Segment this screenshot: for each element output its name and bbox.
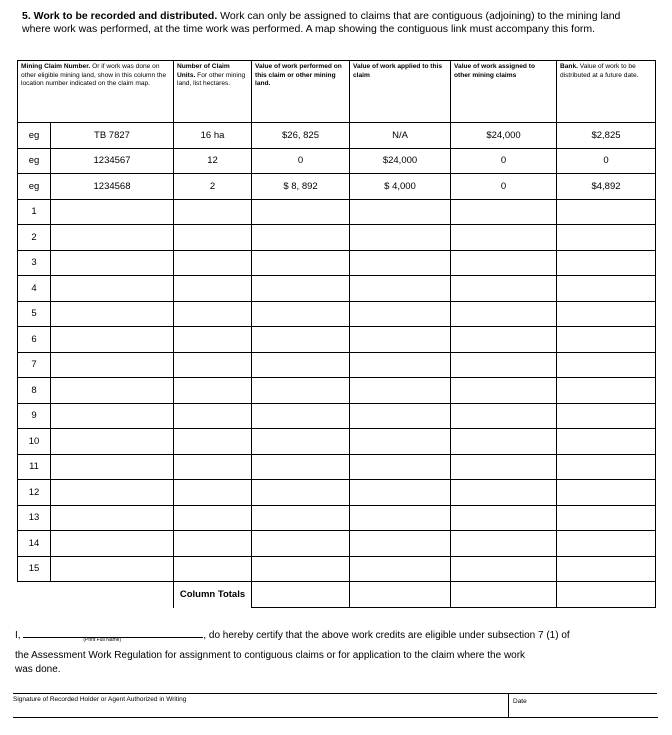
certification-statement: I, (Print Full Name) , do hereby certify that the above work credits are eligible under subsection 7 (1) of the Assessment Work Regulation for assignment to contiguous claims or for application to the claim where the work was done.	[15, 626, 655, 686]
bank-cell[interactable]	[557, 352, 656, 378]
section-title: 5. Work to be recorded and distributed.	[22, 10, 218, 22]
bank-cell[interactable]	[557, 225, 656, 251]
bank-cell[interactable]	[557, 505, 656, 531]
table-header-row	[18, 61, 656, 123]
units-cell[interactable]	[174, 276, 252, 302]
assigned-cell[interactable]	[451, 531, 557, 557]
total-performed-cell[interactable]	[252, 582, 350, 608]
applied-cell[interactable]	[350, 276, 451, 302]
bank-cell[interactable]	[557, 378, 656, 404]
claim-cell[interactable]	[51, 403, 174, 429]
applied-cell: N/A	[350, 123, 451, 149]
claim-cell[interactable]	[51, 276, 174, 302]
table-row	[18, 531, 656, 557]
full-name-field[interactable]	[23, 627, 203, 643]
assigned-cell[interactable]	[451, 327, 557, 353]
applied-cell[interactable]	[350, 556, 451, 582]
table-row	[18, 174, 656, 200]
column-totals-row	[18, 582, 656, 608]
units-cell[interactable]	[174, 301, 252, 327]
assigned-cell[interactable]	[451, 225, 557, 251]
row-label: 14	[18, 531, 51, 557]
performed-cell[interactable]	[252, 556, 350, 582]
table-row	[18, 505, 656, 531]
applied-cell[interactable]	[350, 378, 451, 404]
table-row	[18, 429, 656, 455]
applied-cell: $ 4,000	[350, 174, 451, 200]
claim-cell[interactable]	[51, 301, 174, 327]
total-bank-cell[interactable]	[557, 582, 656, 608]
bank-cell[interactable]	[557, 199, 656, 225]
bank-cell[interactable]	[557, 301, 656, 327]
units-cell[interactable]	[174, 531, 252, 557]
applied-cell[interactable]	[350, 403, 451, 429]
units-cell: 12	[174, 148, 252, 174]
table-row	[18, 123, 656, 149]
row-label: 9	[18, 403, 51, 429]
applied-cell[interactable]	[350, 429, 451, 455]
claim-cell[interactable]	[51, 505, 174, 531]
units-cell[interactable]	[174, 556, 252, 582]
units-cell[interactable]	[174, 429, 252, 455]
performed-cell[interactable]	[252, 454, 350, 480]
applied-cell[interactable]	[350, 352, 451, 378]
units-cell[interactable]	[174, 378, 252, 404]
column-totals-label: Column Totals	[174, 582, 252, 608]
row-label: 8	[18, 378, 51, 404]
claim-cell: 1234567	[51, 148, 174, 174]
claim-cell[interactable]	[51, 531, 174, 557]
assigned-cell: 0	[451, 148, 557, 174]
signature-label: Signature of Recorded Holder or Agent Authorized in Writing	[13, 696, 187, 703]
performed-cell[interactable]	[252, 429, 350, 455]
units-cell[interactable]	[174, 403, 252, 429]
bank-cell: 0	[557, 148, 656, 174]
total-assigned-cell[interactable]	[451, 582, 557, 608]
bank-cell[interactable]	[557, 327, 656, 353]
date-label: Date	[513, 698, 527, 705]
bank-cell: $4,892	[557, 174, 656, 200]
work-distribution-table	[17, 60, 656, 608]
assigned-cell: $24,000	[451, 123, 557, 149]
units-cell[interactable]	[174, 199, 252, 225]
assigned-cell[interactable]	[451, 403, 557, 429]
section-heading	[22, 10, 647, 36]
applied-cell[interactable]	[350, 250, 451, 276]
performed-cell[interactable]	[252, 301, 350, 327]
claim-cell[interactable]	[51, 454, 174, 480]
bank-cell[interactable]	[557, 429, 656, 455]
units-cell[interactable]	[174, 250, 252, 276]
assigned-cell[interactable]	[451, 301, 557, 327]
performed-cell[interactable]	[252, 378, 350, 404]
applied-cell[interactable]	[350, 301, 451, 327]
performed-cell[interactable]	[252, 199, 350, 225]
row-label: 4	[18, 276, 51, 302]
performed-cell[interactable]	[252, 531, 350, 557]
performed-cell[interactable]	[252, 505, 350, 531]
column-header: Bank. Value of work to be distributed at a future date.	[557, 61, 656, 123]
claim-cell[interactable]	[51, 327, 174, 353]
table-row	[18, 403, 656, 429]
performed-cell[interactable]	[252, 225, 350, 251]
row-label: 7	[18, 352, 51, 378]
claim-cell: 1234568	[51, 174, 174, 200]
row-label: 6	[18, 327, 51, 353]
bank-cell[interactable]	[557, 250, 656, 276]
assigned-cell[interactable]	[451, 505, 557, 531]
applied-cell[interactable]	[350, 531, 451, 557]
claim-cell[interactable]	[51, 225, 174, 251]
row-label: 10	[18, 429, 51, 455]
claim-cell[interactable]	[51, 480, 174, 506]
bank-cell[interactable]	[557, 480, 656, 506]
assigned-cell[interactable]	[451, 276, 557, 302]
row-label: 11	[18, 454, 51, 480]
table-row	[18, 276, 656, 302]
applied-cell[interactable]	[350, 225, 451, 251]
column-header: Value of work performed on this claim or other mining land.	[252, 61, 350, 123]
claim-cell[interactable]	[51, 556, 174, 582]
assigned-cell[interactable]	[451, 352, 557, 378]
column-header: Value of work applied to this claim	[350, 61, 451, 123]
claim-cell[interactable]	[51, 352, 174, 378]
row-label: eg	[18, 174, 51, 200]
applied-cell[interactable]	[350, 505, 451, 531]
units-cell: 16 ha	[174, 123, 252, 149]
row-label: 5	[18, 301, 51, 327]
section-description: Work can only be assigned to claims that are contiguous (adjoining) to the mining land where work was performed, at the time work was performed. A map showing the contiguous link must accompany this form.	[22, 10, 621, 35]
table-row	[18, 225, 656, 251]
units-cell[interactable]	[174, 225, 252, 251]
table-row	[18, 556, 656, 582]
claim-cell[interactable]	[51, 250, 174, 276]
row-label: eg	[18, 148, 51, 174]
performed-cell: $ 8, 892	[252, 174, 350, 200]
applied-cell[interactable]	[350, 199, 451, 225]
bank-cell[interactable]	[557, 556, 656, 582]
date-field[interactable]	[508, 693, 658, 718]
units-cell[interactable]	[174, 454, 252, 480]
row-label: 1	[18, 199, 51, 225]
row-label: eg	[18, 123, 51, 149]
bank-cell[interactable]	[557, 454, 656, 480]
column-header: Mining Claim Number. Or if work was done on other eligible mining land, show in this column the location number indicated on the claim map.	[18, 61, 174, 123]
assigned-cell[interactable]	[451, 454, 557, 480]
performed-cell: $26, 825	[252, 123, 350, 149]
column-header: Number of Claim Units. For other mining land, list hectares.	[174, 61, 252, 123]
units-cell[interactable]	[174, 352, 252, 378]
performed-cell: 0	[252, 148, 350, 174]
performed-cell[interactable]	[252, 352, 350, 378]
assigned-cell[interactable]	[451, 480, 557, 506]
assigned-cell[interactable]	[451, 250, 557, 276]
applied-cell[interactable]	[350, 327, 451, 353]
row-label: 3	[18, 250, 51, 276]
claim-cell[interactable]	[51, 199, 174, 225]
row-label: 12	[18, 480, 51, 506]
table-row	[18, 352, 656, 378]
table-row	[18, 148, 656, 174]
table-row	[18, 199, 656, 225]
performed-cell[interactable]	[252, 327, 350, 353]
performed-cell[interactable]	[252, 250, 350, 276]
applied-cell[interactable]	[350, 454, 451, 480]
column-header: Value of work assigned to other mining claims	[451, 61, 557, 123]
table-row	[18, 480, 656, 506]
full-name-caption: (Print Full Name)	[83, 637, 122, 643]
units-cell[interactable]	[174, 505, 252, 531]
bank-cell: $2,825	[557, 123, 656, 149]
bank-cell[interactable]	[557, 403, 656, 429]
bank-cell[interactable]	[557, 276, 656, 302]
assigned-cell: 0	[451, 174, 557, 200]
units-cell[interactable]	[174, 327, 252, 353]
applied-cell: $24,000	[350, 148, 451, 174]
signature-field[interactable]	[13, 717, 508, 718]
table-row	[18, 327, 656, 353]
assigned-cell[interactable]	[451, 199, 557, 225]
bank-cell[interactable]	[557, 531, 656, 557]
row-label: 2	[18, 225, 51, 251]
performed-cell[interactable]	[252, 276, 350, 302]
assigned-cell[interactable]	[451, 556, 557, 582]
row-label: 13	[18, 505, 51, 531]
applied-cell[interactable]	[350, 480, 451, 506]
table-row	[18, 454, 656, 480]
table-row	[18, 301, 656, 327]
table-row	[18, 250, 656, 276]
performed-cell[interactable]	[252, 403, 350, 429]
row-label: 15	[18, 556, 51, 582]
assigned-cell[interactable]	[451, 429, 557, 455]
claim-cell: TB 7827	[51, 123, 174, 149]
claim-cell[interactable]	[51, 429, 174, 455]
claim-cell[interactable]	[51, 378, 174, 404]
performed-cell[interactable]	[252, 480, 350, 506]
units-cell[interactable]	[174, 480, 252, 506]
total-applied-cell[interactable]	[350, 582, 451, 608]
units-cell: 2	[174, 174, 252, 200]
assigned-cell[interactable]	[451, 378, 557, 404]
table-row	[18, 378, 656, 404]
